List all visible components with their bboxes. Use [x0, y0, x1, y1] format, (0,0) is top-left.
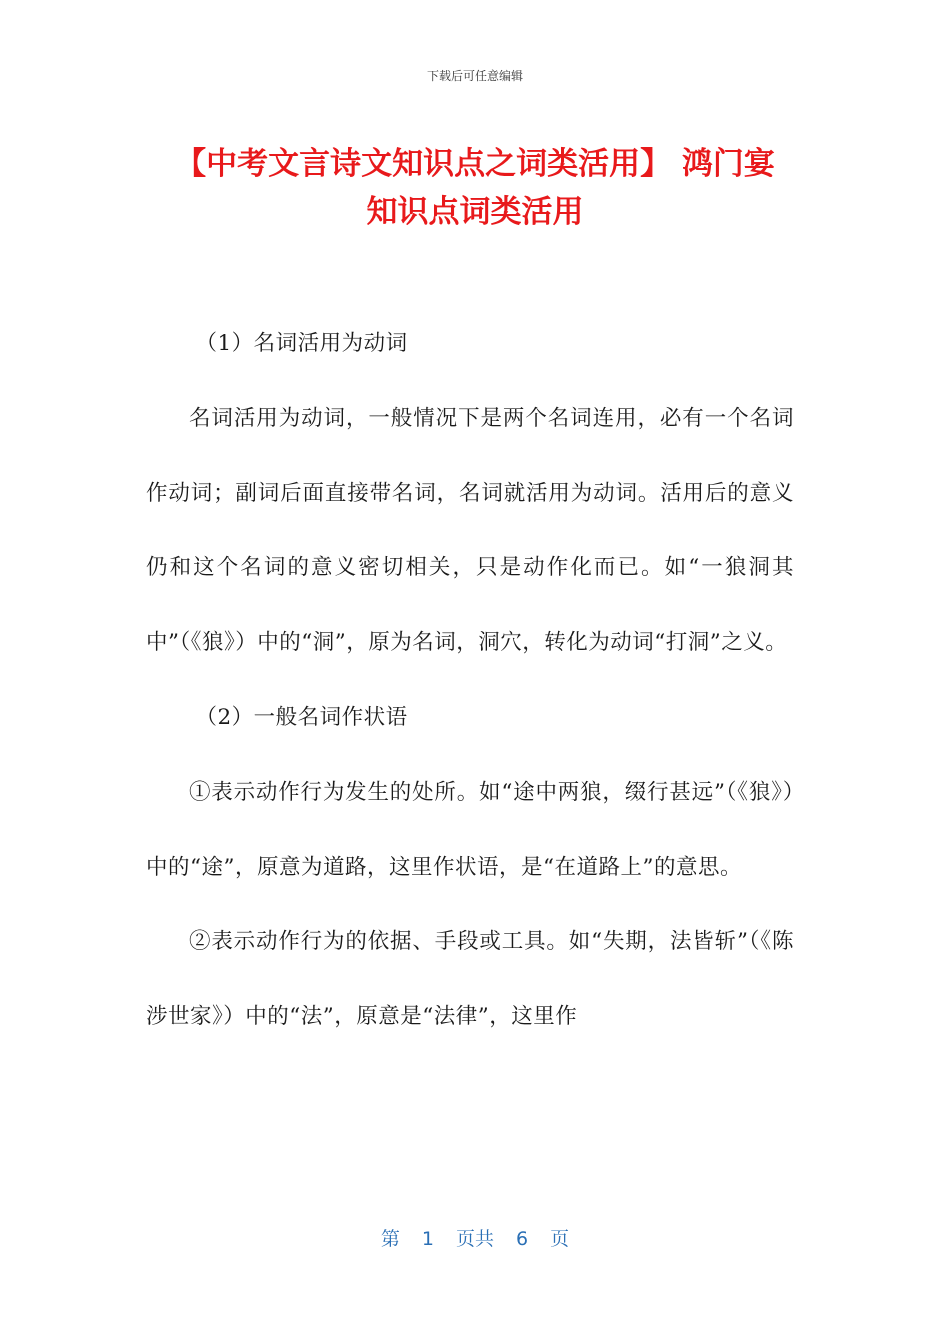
paragraph-location-usage: ①表示动作行为发生的处所。如“途中两狼，缀行甚远”（《狼》）中的“途”，原意为道路，这里作状语，是“在道路上”的意思。	[146, 779, 794, 880]
section-heading-noun-as-verb: （1）名词活用为动词	[195, 331, 408, 356]
section-heading-noun-as-adverbial: （2）一般名词作状语	[195, 704, 408, 730]
paragraph-noun-as-verb: 名词活用为动词，一般情况下是两个名词连用，必有一个名词作动词；副词后面直接带名词，名词就活用为动词。活用后的意义仍和这个名词的意义密切相关，只是动作化而已。如“一狼洞其中”（《狼》）中的“洞”，原为名词，洞穴，转化为动词“打洞”之义。	[146, 405, 794, 656]
paragraph-means-usage: ②表示动作行为的依据、手段或工具。如“失期，法皆斩”（《陈涉世家》）中的“法”，原意是“法律”，这里作	[146, 929, 794, 1030]
document-title-line-1: 【中考文言诗文知识点之词类活用】 鸿门宴	[175, 146, 775, 182]
page-number-footer: 第 1 页共 6 页	[380, 1228, 570, 1250]
document-body	[146, 307, 794, 1055]
page-header-note: 下载后可任意编辑	[426, 69, 523, 83]
document-title-line-2: 知识点词类活用	[366, 194, 584, 230]
document-title	[120, 140, 830, 236]
